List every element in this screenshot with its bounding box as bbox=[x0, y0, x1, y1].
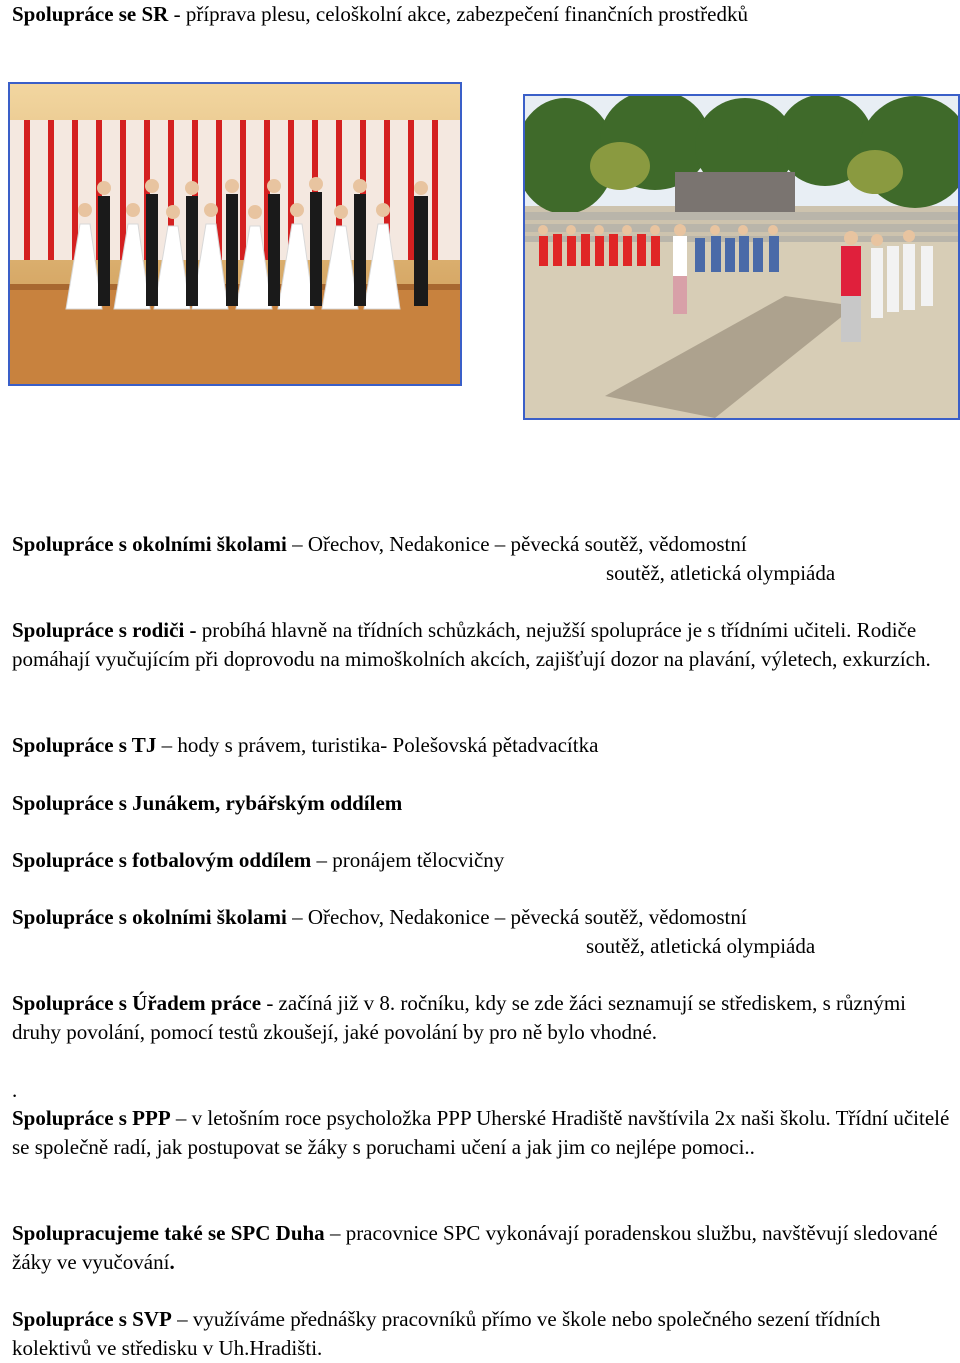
skoly1-text: – Ořechov, Nedakonice – pěvecká soutěž, vědomostní bbox=[286, 532, 747, 556]
svp-heading: Spolupráce s SVP bbox=[12, 1307, 172, 1331]
skoly1-text-line2: soutěž, atletická olympiáda bbox=[606, 561, 836, 585]
junak-heading: Spolupráce s Junákem, rybářským oddílem bbox=[12, 791, 403, 815]
urad-paragraph bbox=[12, 989, 952, 1047]
skoly1-heading: Spolupráce s okolními školami bbox=[12, 532, 287, 556]
ppp-heading: Spolupráce s PPP bbox=[12, 1106, 171, 1130]
svp-paragraph bbox=[12, 1305, 952, 1363]
dot-line bbox=[12, 1076, 952, 1105]
svp-text: – využíváme přednášky pracovníků přímo ve škole nebo společného sezení třídních kolektivů ve středisku v Uh.Hradišti. bbox=[12, 1307, 881, 1360]
sr-heading: Spolupráce se SR bbox=[12, 2, 169, 26]
sr-text: - příprava plesu, celoškolní akce, zabezpečení finančních prostředků bbox=[168, 2, 748, 26]
junak-paragraph bbox=[12, 789, 952, 818]
rodice-paragraph bbox=[12, 616, 952, 674]
urad-text: - začíná již v 8. ročníku, kdy se zde žáci seznamují se střediskem, s různými druhy povolání, pomocí testů zkoušejí, jaké povolání by pro ně bylo vhodné. bbox=[12, 991, 907, 1044]
fotbal-paragraph bbox=[12, 846, 952, 875]
ball-photo-drawing bbox=[10, 84, 460, 384]
spc-end: . bbox=[169, 1250, 175, 1274]
tj-text: – hody s právem, turistika- Polešovská pětadvacítka bbox=[156, 733, 599, 757]
ppp-paragraph bbox=[12, 1104, 952, 1162]
fotbal-heading: Spolupráce s fotbalovým oddílem bbox=[12, 848, 312, 872]
ppp-text: – v letošním roce psycholožka PPP Uherské Hradiště navštívila 2x naši školu. Třídní učitelé se společně radí, jak postupovat se žáky s poruchami učení a jak jim co nejlépe pomoci.. bbox=[12, 1106, 950, 1159]
skoly2-paragraph bbox=[12, 903, 952, 961]
tj-heading: Spolupráce s TJ bbox=[12, 733, 157, 757]
fotbal-text: – pronájem tělocvičny bbox=[311, 848, 505, 872]
schoolyard-photo-drawing bbox=[525, 96, 958, 418]
urad-heading: Spolupráce s Úřadem práce bbox=[12, 991, 262, 1015]
skoly1-paragraph bbox=[12, 530, 952, 588]
sr-paragraph bbox=[12, 0, 952, 29]
spc-heading: Spolupracujeme také se SPC Duha bbox=[12, 1221, 325, 1245]
skoly2-text: – Ořechov, Nedakonice – pěvecká soutěž, vědomostní bbox=[286, 905, 747, 929]
dot-text: . bbox=[12, 1078, 18, 1102]
tj-paragraph bbox=[12, 731, 952, 760]
ball-photo bbox=[8, 82, 462, 386]
spc-text: – pracovnice SPC vykonávají poradenskou službu, navštěvují sledované žáky ve vyučování bbox=[12, 1221, 938, 1274]
skoly2-text-line2: soutěž, atletická olympiáda bbox=[586, 934, 816, 958]
rodice-text: probíhá hlavně na třídních schůzkách, nejužší spolupráce je s třídními učiteli. Rodiče pomáhají vyučujícím při doprovodu na mimoškolních akcích, zajišťují dozor na plavání, výletech, exkurzích. bbox=[12, 618, 931, 671]
skoly2-heading: Spolupráce s okolními školami bbox=[12, 905, 287, 929]
schoolyard-photo bbox=[523, 94, 960, 420]
spc-paragraph bbox=[12, 1219, 952, 1277]
rodice-heading: Spolupráce s rodiči - bbox=[12, 618, 202, 642]
